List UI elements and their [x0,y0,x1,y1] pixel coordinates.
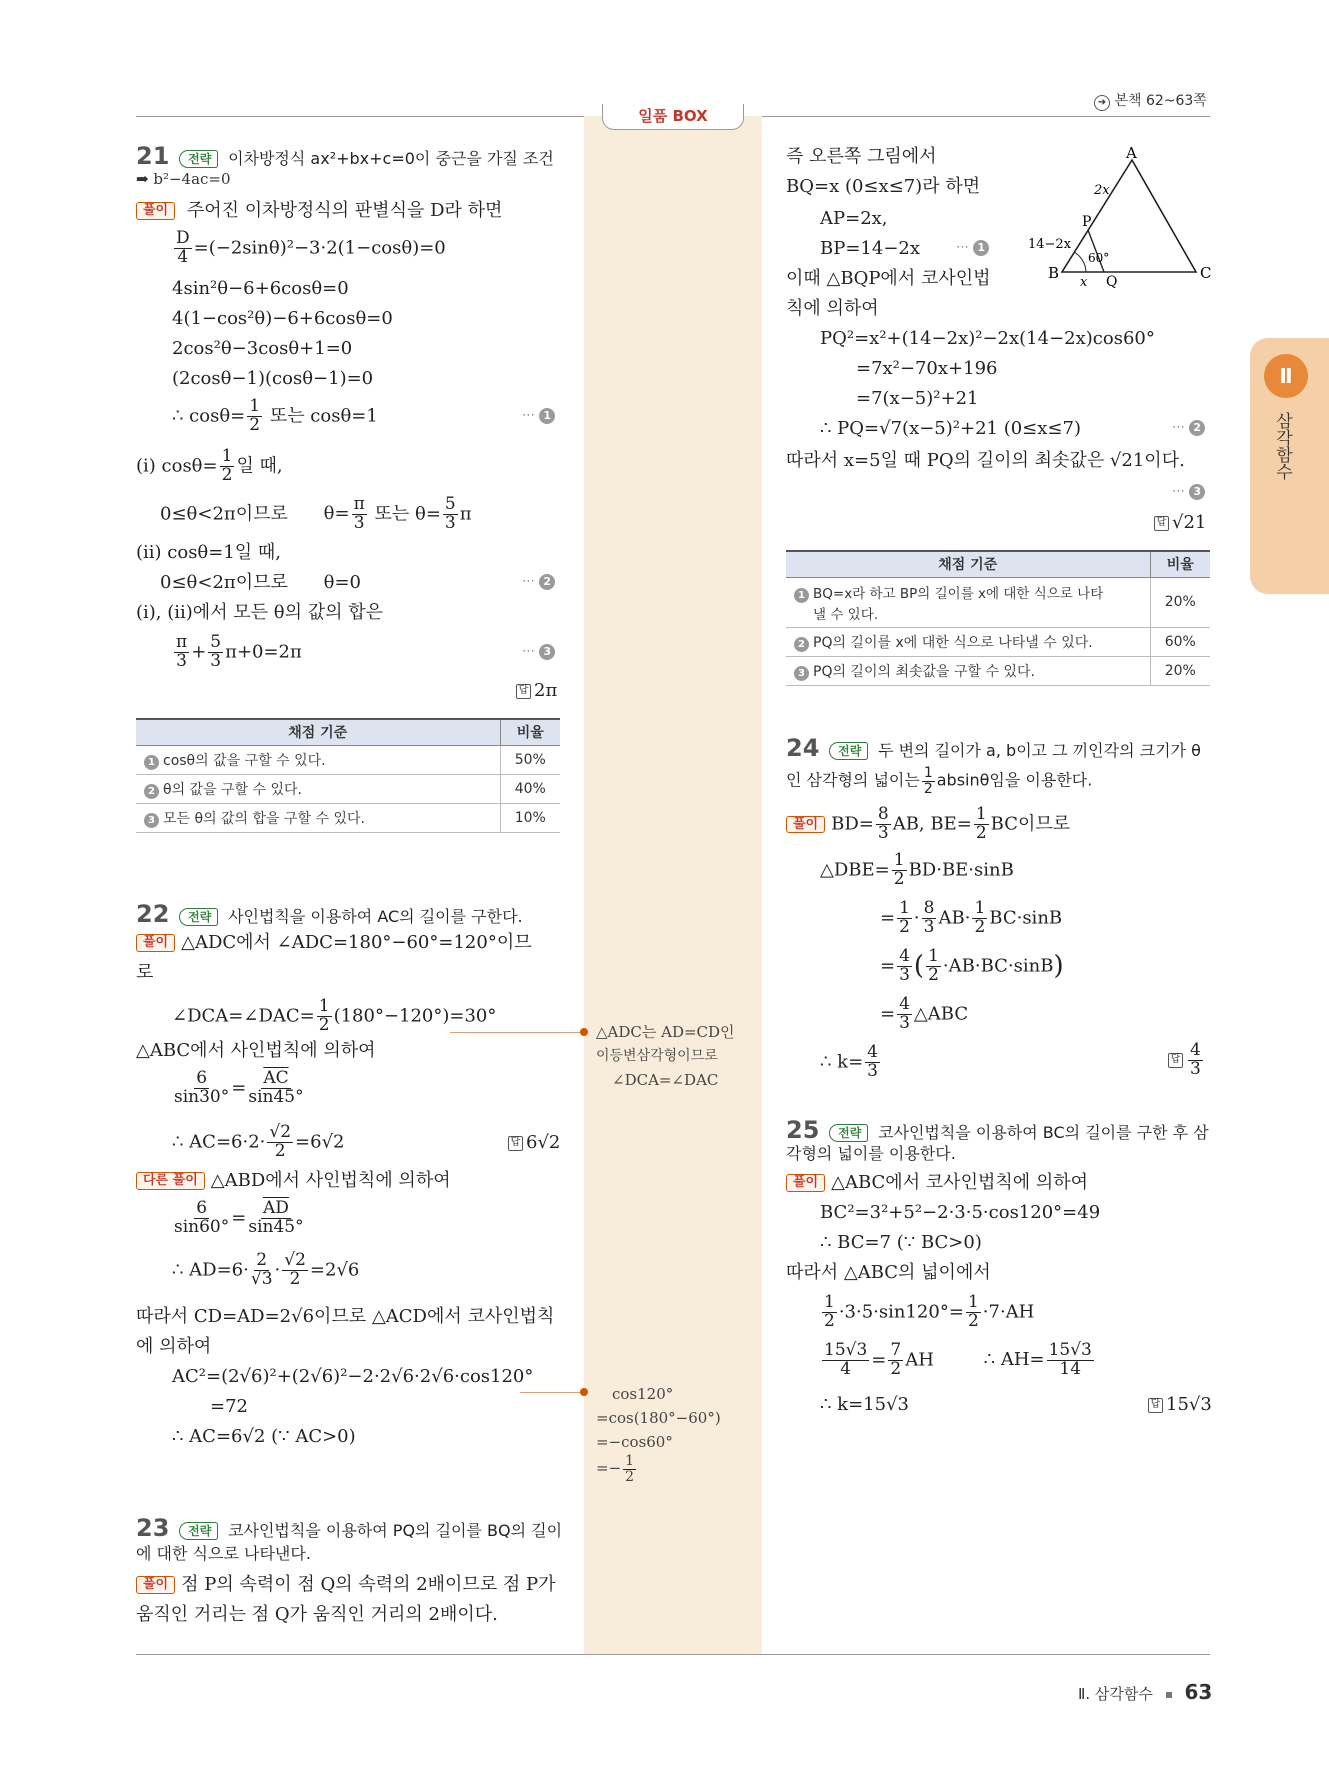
answer-icon: 답 [508,1136,523,1151]
footer-rule [136,1654,1210,1655]
q21-answer: 답 2π [516,680,557,702]
q22-alt-intro: 다른 풀이 △ABD에서 사인법칙에 의하여 [136,1170,451,1192]
side-note-2: cos120° =cos(180°−60°) =−cos60° =− $\frac{1}{2}$ [596,1385,721,1485]
label-ap: 2x [1094,183,1110,198]
q24-strategy2: 인 삼각형의 넓이는 $\frac{1}{2}$ absinθ임을 이용한다. [786,765,1093,797]
label-q: Q [1106,274,1118,288]
q22-cd2: 에 의하여 [136,1336,212,1357]
page-number: 63 [1184,1680,1213,1704]
label-bq: x [1080,275,1088,288]
q22-sol1: 풀이 △ADC에서 ∠ADC=180°−60°=120°이므 [136,932,532,954]
q22-sine-eq: $\frac{6}{\sin 30^\circ}$ = $\frac{\overline{AC}}{\sin 45^\circ}$ [174,1068,304,1107]
angle-arc [1074,252,1086,272]
step-marker-2: ⋯ 2 [1172,420,1205,436]
q23-number: 23 [136,1514,170,1542]
q24-sol: 풀이 BD= $\frac{8}{3}$ AB, BE= $\frac{1}{2}$ BC이므로 [786,806,1070,843]
q23-r2: BQ=x (0≤x≤7)라 하면 [786,176,981,197]
step-marker-2: ⋯ 2 [522,574,555,590]
q25-l1: BC²=3²+5²−2·3·5·cos120°=49 [820,1202,1101,1223]
q22-sol1b: 로 [136,962,154,983]
side-note-1: △ADC는 AD=CD인 이등변삼각형이므로 ∠DCA=∠DAC [596,1023,735,1089]
q22-strategy: 사인법칙을 이용하여 AC의 길이를 구한다. [228,907,523,926]
q25-l2: ∴ BC=7 (∵ BC>0) [820,1232,982,1253]
q23-header: 23 전략 코사인법칙을 이용하여 PQ의 길이를 BQ의 길이 [136,1514,563,1542]
q23-r9: =7(x−5)²+21 [856,388,979,409]
q22-ac2: AC²=(2√6)²+(2√6)²−2·2√6·2√6·cos120° [172,1366,534,1387]
footer-chapter: Ⅱ. 삼각함수 [1078,1685,1153,1703]
footer [1078,1680,1212,1704]
q23-strategy: 코사인법칙을 이용하여 PQ의 길이를 BQ의 길이 [228,1521,563,1540]
q23-r7: PQ²=x²+(14−2x)²−2x(14−2x)cos60° [820,328,1155,349]
center-tab: 일품 BOX [602,104,744,130]
q21-line3: 4(1−cos²θ)−6+6cosθ=0 [172,308,393,329]
q24-k: ∴ k= $\frac{4}{3}$ [820,1042,878,1081]
header-ref: ➔ 본책 62~63쪽 [1094,90,1207,111]
step-marker-1: ⋯ 1 [956,240,989,256]
label-c: C [1200,264,1212,282]
q24-l3: = $\frac{4}{3}$ ( $\frac{1}{2}$ ·AB·BC·sinB) [880,946,1064,985]
q25-strategy: 코사인법칙을 이용하여 BC의 길이를 구한 후 삼 [878,1123,1209,1142]
q23-sol1: 풀이 점 P의 속력이 점 Q의 속력의 2배이므로 점 P가 [136,1574,556,1596]
note-leader-2 [520,1392,584,1393]
q21-case1-range: 0≤θ<2π이므로 θ= $\frac{\pi}{3}$ 또는 θ= $\frac{5}{3}$ π [160,494,472,533]
q22-ad: ∴ AD=6· $\frac{2}{√3}$ · $\frac{√2}{2}$ =2√6 [172,1250,360,1289]
q21-solution-intro: 풀이 주어진 이차방정식의 판별식을 D라 하면 [136,200,502,222]
table-row: 1 BQ=x라 하고 BP의 길이를 x에 대한 식으로 나타 낼 수 있다. 20% [786,577,1210,627]
q24-l1: △DBE= $\frac{1}{2}$ BD·BE·sinB [820,850,1014,889]
q24-number: 24 [786,734,820,762]
q22-answer: 답 6√2 [508,1132,560,1154]
q25-strategy2: 각형의 넓이를 이용한다. [786,1144,956,1163]
q23-sol2: 움직인 거리는 점 Q가 움직인 거리의 2배이다. [136,1604,498,1625]
q21-sum-intro: (i), (ii)에서 모든 θ의 값의 합은 [136,602,384,623]
q25-l5: $\frac{15√3}{4}$ = $\frac{7}{2}$ AH ∴ AH= $\frac{15√3}{14}$ [824,1340,1092,1379]
q23-strategy2: 에 대한 식으로 나타낸다. [136,1544,311,1563]
answer-icon: 답 [1168,1053,1183,1068]
q23-answer: 답 √21 [1154,512,1206,534]
note-leader-1 [450,1032,584,1033]
table-row: 2 PQ의 길이를 x에 대한 식으로 나타낼 수 있다. 60% [786,627,1210,656]
step-marker-1: ⋯ 1 [522,408,555,424]
q21-line4: 2cos²θ−3cosθ+1=0 [172,338,353,359]
strategy-tag: 전략 [179,150,218,168]
q22-ac: ∴ AC=6·2· $\frac{√2}{2}$ =6√2 [172,1122,345,1161]
q23-r4: BP=14−2x [820,238,921,259]
side-tab-roman: Ⅱ [1264,354,1308,398]
step-marker-3: ⋯ 3 [522,644,555,660]
q21-case2-range: 0≤θ<2π이므로 θ=0 [160,572,362,593]
side-tab-chapter: 삼각함수 [1272,412,1292,480]
q22-alt-eq: $\frac{6}{\sin 60^\circ}$ = $\frac{\overline{AD}}{\sin 45^\circ}$ [174,1198,304,1237]
label-a: A [1126,144,1137,162]
q21-line5: (2cosθ−1)(cosθ−1)=0 [172,368,374,389]
q21-number: 21 [136,142,170,170]
table-row: 1 cosθ의 값을 구할 수 있다. 50% [136,745,560,774]
side-tab[interactable] [1250,338,1329,594]
q22-dca: ∠DCA=∠DAC= $\frac{1}{2}$ (180°−120°)=30° [172,996,497,1035]
q22-cd: 따라서 CD=AD=2√6이므로 △ACD에서 코사인법칙 [136,1306,555,1327]
label-bp: 14−2x [1028,237,1072,252]
q21-line1: $\frac{D}{4}$ =(−2sinθ)²−3·2(1−cosθ)=0 [176,228,446,267]
label-b: B [1048,264,1060,282]
q24-header: 24 전략 두 변의 길이가 a, b이고 그 끼인각의 크기가 θ [786,734,1201,762]
q24-l2: = $\frac{1}{2}$ · $\frac{8}{3}$ AB· $\frac{1}{2}$ BC·sinB [880,898,1063,937]
step-marker-3: ⋯ 3 [1172,484,1205,500]
q25-k: ∴ k=15√3 [820,1394,909,1415]
label-p: P [1082,214,1092,230]
q21-sum: $\frac{\pi}{3}$ + $\frac{5}{3}$ π+0=2π [176,632,302,671]
q22-ac-final: ∴ AC=6√2 (∵ AC>0) [172,1426,356,1447]
q21-case1: (i) cosθ= $\frac{1}{2}$ 일 때, [136,446,283,485]
table-row: 2 θ의 값을 구할 수 있다. 40% [136,774,560,803]
table-row: 3 PQ의 길이의 최솟값을 구할 수 있다. 20% [786,656,1210,685]
q22-ac2b: =72 [210,1396,248,1417]
q21-strategy: 이차방정식 ax²+bx+c=0이 중근을 가질 조건 [228,149,554,168]
q21-strategy2: ➡ b²−4ac=0 [136,170,231,188]
answer-icon: 답 [1154,516,1169,531]
table-row: 3 모든 θ의 값의 합을 구할 수 있다. 10% [136,803,560,832]
q23-r5: 이때 △BQP에서 코사인법 [786,268,991,289]
q25-l3: 따라서 △ABC의 넓이에서 [786,1262,991,1283]
q24-l4: = $\frac{4}{3}$ △ABC [880,994,969,1033]
q22-sine-intro: △ABC에서 사인법칙에 의하여 [136,1040,376,1061]
q21-line6: ∴ cosθ= $\frac{1}{2}$ 또는 cosθ=1 [172,396,378,435]
q21-case2: (ii) cosθ=1일 때, [136,542,282,563]
q21-line2: 4sin²θ−6+6cosθ=0 [172,278,349,299]
triangle-figure [1024,144,1220,288]
q23-r11: 따라서 x=5일 때 PQ의 길이의 최솟값은 √21이다. [786,450,1185,471]
q23-r10: ∴ PQ=√7(x−5)²+21 (0≤x≤7) [820,418,1081,439]
q23-r6: 칙에 의하여 [786,298,879,319]
q23-r8: =7x²−70x+196 [856,358,998,379]
q24-answer: 답 $\frac{4}{3}$ [1168,1042,1205,1079]
arrow-right-icon: ➔ [1094,95,1110,111]
q23-r3: AP=2x, [820,208,888,229]
label-angle: 60° [1088,251,1110,265]
q25-l4: $\frac{1}{2}$ ·3·5·sin120°= $\frac{1}{2}$ ·7·AH [824,1292,1035,1331]
q25-number: 25 [786,1116,820,1144]
q23-r1: 즉 오른쪽 그림에서 [786,146,937,167]
note-dot-2 [580,1388,588,1396]
note-dot-1 [580,1028,588,1036]
q21-header [136,142,554,171]
solution-tag: 풀이 [136,202,175,220]
answer-icon: 답 [516,684,531,699]
q25-header: 25 전략 코사인법칙을 이용하여 BC의 길이를 구한 후 삼 [786,1116,1209,1144]
answer-icon: 답 [1148,1398,1163,1413]
q23-criteria-table: 채점 기준 비율 1 BQ=x라 하고 BP의 길이를 x에 대한 식으로 나타 낼 수 있다. 20% 2 PQ의 길이를 x에 대한 식으로 나타낼 수 있다. 60% 3 PQ의 길이의 최솟값을 구할 수 있다. 20% [786,550,1210,686]
q25-sol1: 풀이 △ABC에서 코사인법칙에 의하여 [786,1172,1088,1194]
q21-criteria-table: 채점 기준 비율 1 cosθ의 값을 구할 수 있다. 50% 2 θ의 값을 구할 수 있다. 40% 3 모든 θ의 값의 합을 구할 수 있다. 10% [136,718,560,833]
q22-number: 22 [136,900,170,928]
q22-header: 22 전략 사인법칙을 이용하여 AC의 길이를 구한다. [136,900,523,928]
q24-strategy: 두 변의 길이가 a, b이고 그 끼인각의 크기가 θ [878,741,1201,760]
q25-answer: 답 15√3 [1148,1394,1212,1416]
